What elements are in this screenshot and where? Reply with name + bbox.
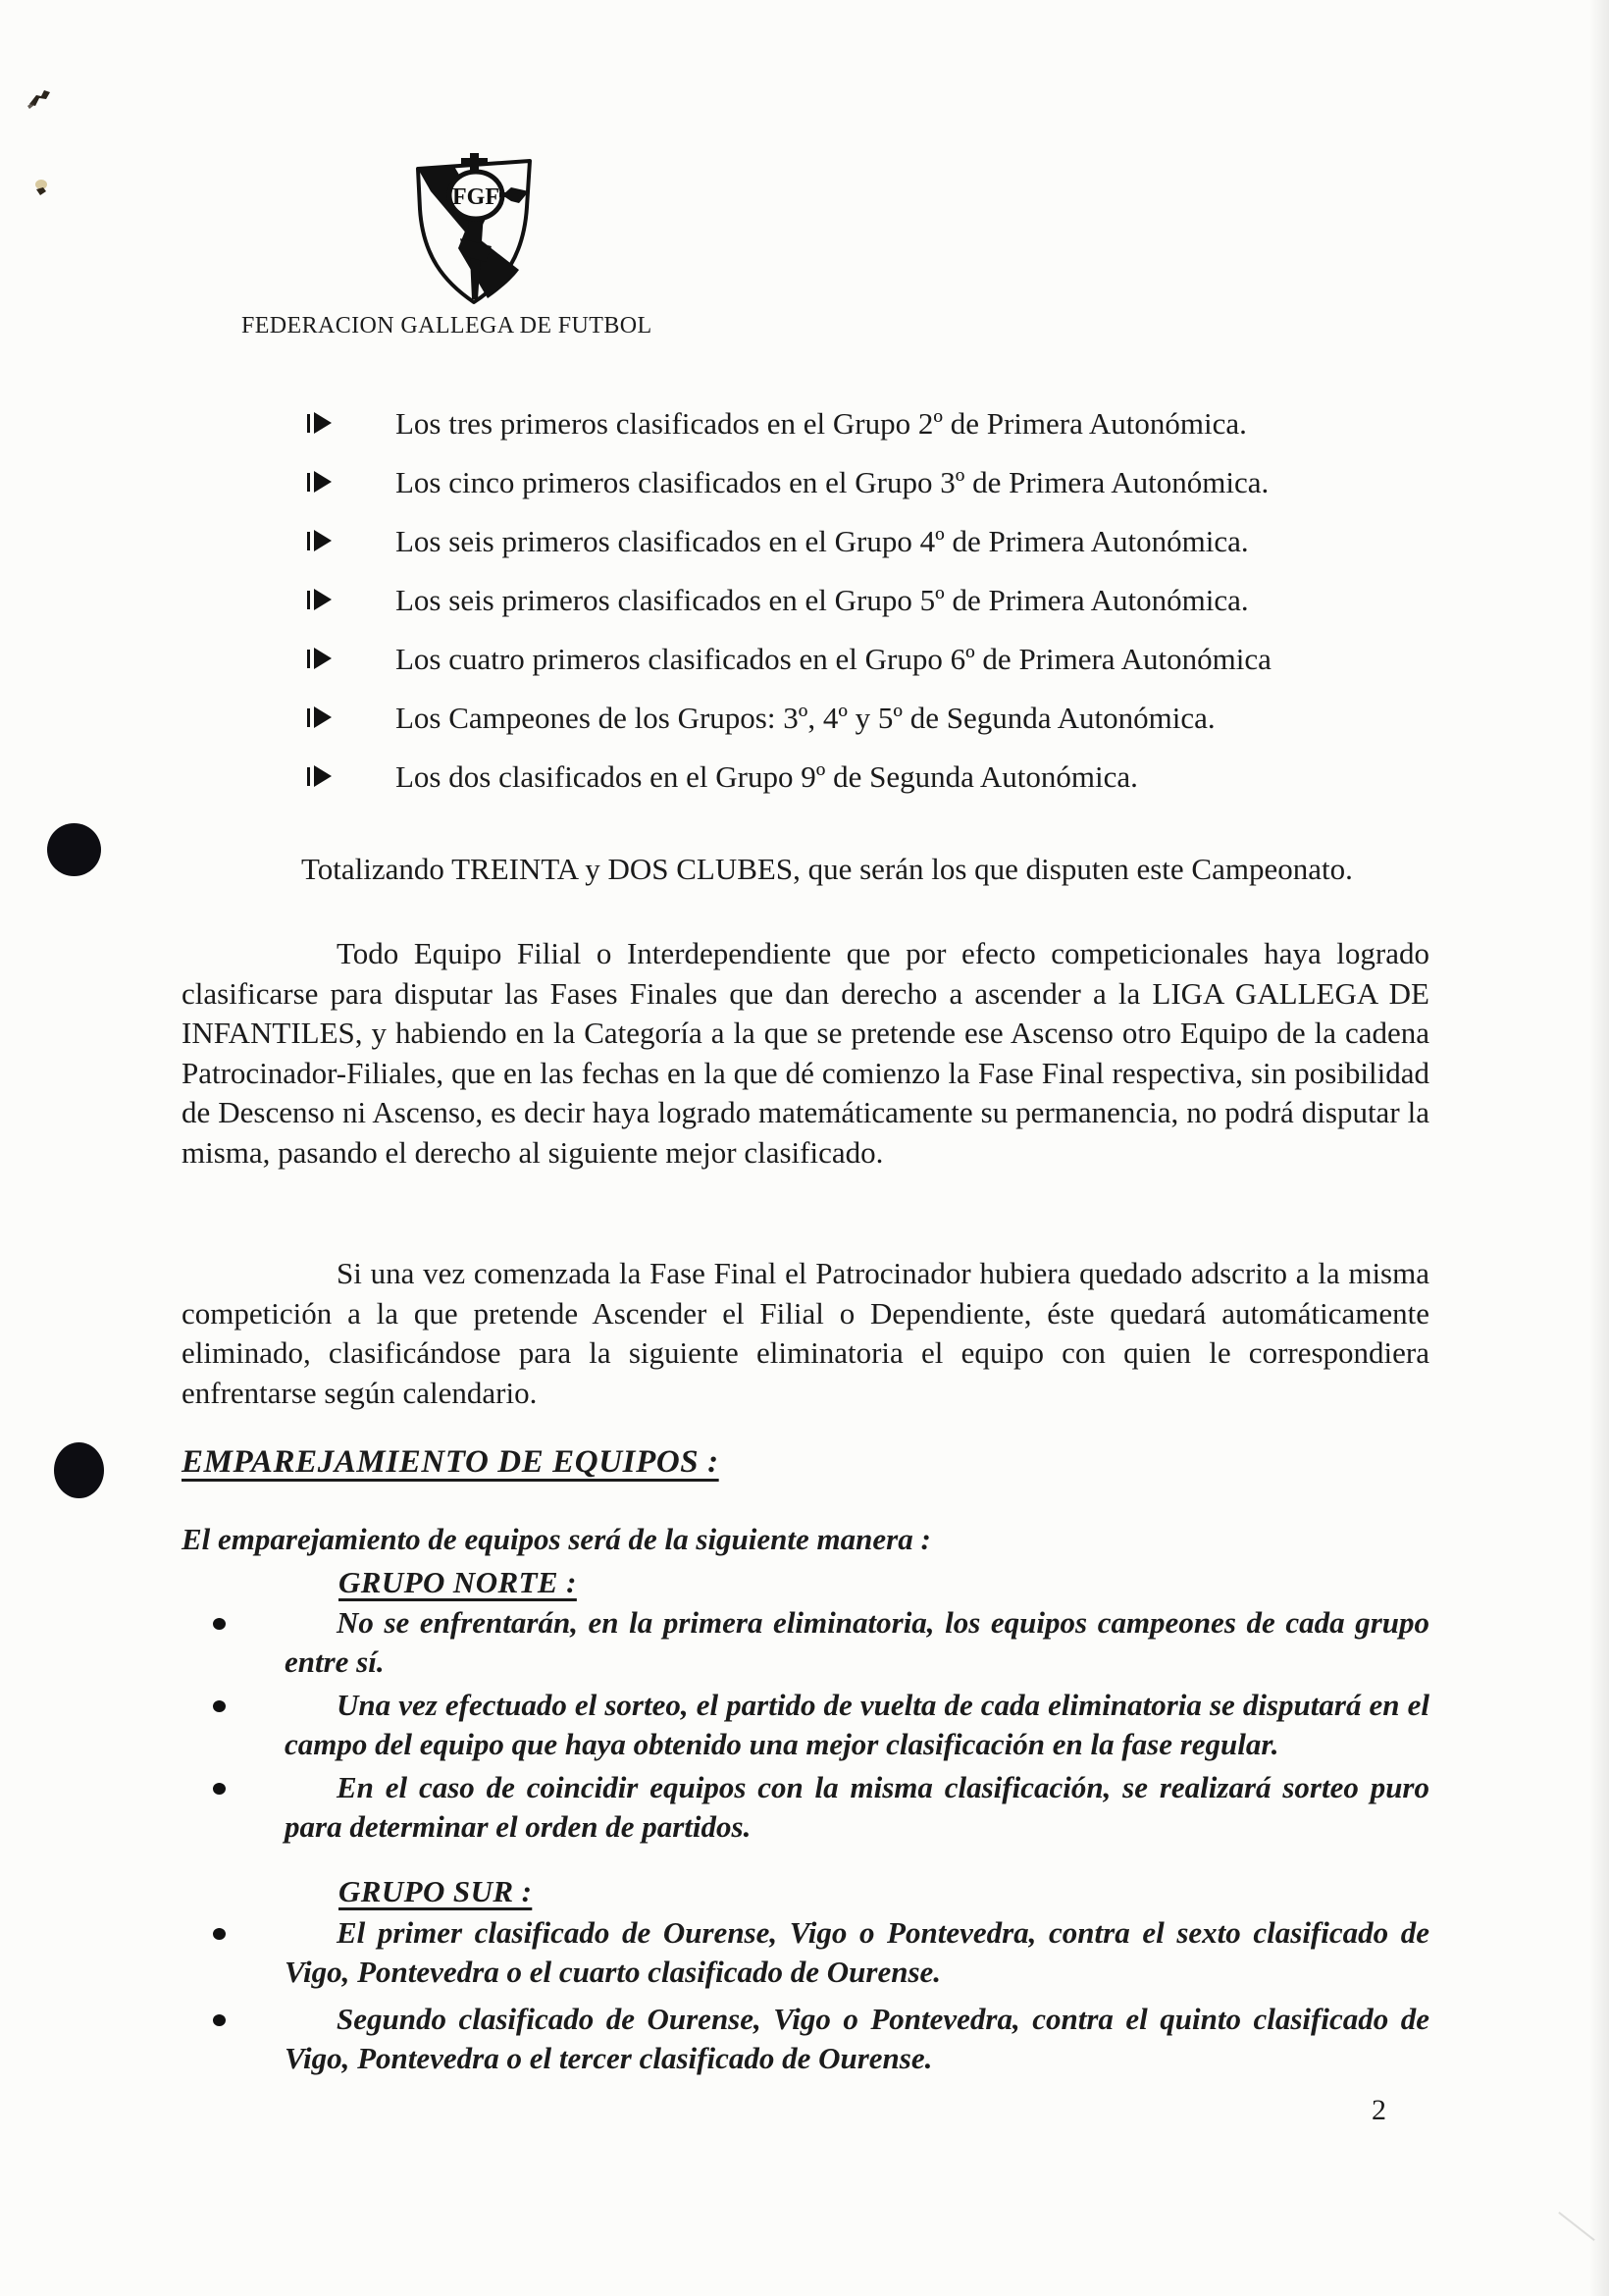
dot-bullet-icon (213, 1700, 226, 1712)
arrow-bullet-icon (307, 530, 333, 551)
list-item-text: Los cuatro primeros clasificados en el Grupo 6º de Primera Autonómica (395, 642, 1272, 676)
logo-monogram: FGF (452, 184, 499, 210)
list-item (213, 1686, 1429, 1764)
punch-hole-mark (54, 1442, 104, 1498)
subsection-title-grupo-sur: GRUPO SUR : (338, 1874, 533, 1908)
list-item (307, 699, 1445, 738)
grupo-norte-rules-list (213, 1603, 1429, 1851)
list-item (307, 463, 1445, 502)
list-item (307, 404, 1445, 444)
dot-bullet-icon (213, 1618, 226, 1630)
list-item-text: Segundo clasificado de Ourense, Vigo o Pontevedra, contra el quinto clasificado de Vigo, Pontevedra o el tercer clasificado de Ourense. (285, 2002, 1429, 2075)
list-item (213, 1913, 1429, 1992)
arrow-bullet-icon (307, 589, 333, 610)
arrow-bullet-icon (307, 706, 333, 728)
pen-mark-icon (26, 82, 55, 114)
total-clubs-line: Totalizando TREINTA y DOS CLUBES, que serán los que disputen este Campeonato. (301, 852, 1353, 886)
paragraph-patrocinador-rule: Si una vez comenzada la Fase Final el Patrocinador hubiera quedado adscrito a la misma competición a la que pretende Ascender el Filial o Dependiente, éste quedará automáticamente eliminado, clasificándose para la siguiente eliminatoria el equipo con quien le correspondiera enfrentarse según calendario. (182, 1256, 1429, 1410)
list-item-text: Una vez efectuado el sorteo, el partido de vuelta de cada eliminatoria se disputará en el campo del equipo que haya obtenido una mejor clasificación en la fase regular. (285, 1688, 1429, 1761)
list-item-text: El primer clasificado de Ourense, Vigo o Pontevedra, contra el sexto clasificado de Vigo, Pontevedra o el cuarto clasificado de Ourense. (285, 1915, 1429, 1989)
subsection-title-grupo-norte: GRUPO NORTE : (338, 1565, 577, 1599)
list-item-text: Los seis primeros clasificados en el Grupo 4º de Primera Autonómica. (395, 524, 1249, 558)
section-title-pairing: EMPAREJAMIENTO DE EQUIPOS : (182, 1444, 719, 1480)
list-item (307, 757, 1445, 797)
list-item-text: Los Campeones de los Grupos: 3º, 4º y 5º de Segunda Autonómica. (395, 701, 1216, 735)
list-item-text: En el caso de coincidir equipos con la misma clasificación, se realizará sorteo puro para determinar el orden de partidos. (285, 1770, 1429, 1844)
list-item-text: Los tres primeros clasificados en el Grupo 2º de Primera Autonómica. (395, 406, 1247, 441)
dot-bullet-icon (213, 1783, 226, 1795)
list-item (213, 1768, 1429, 1847)
list-item-text: Los cinco primeros clasificados en el Grupo 3º de Primera Autonómica. (395, 465, 1270, 499)
qualifier-list (307, 404, 1445, 816)
grupo-sur-rules-list (213, 1913, 1429, 2086)
list-item (307, 640, 1445, 679)
ink-speck-icon (32, 178, 50, 197)
list-item-text: Los dos clasificados en el Grupo 9º de Segunda Autonómica. (395, 759, 1138, 794)
list-item (307, 581, 1445, 620)
scan-edge-shading (1589, 0, 1609, 2296)
arrow-bullet-icon (307, 765, 333, 787)
punch-hole-mark (47, 823, 101, 876)
page-number: 2 (1372, 2094, 1386, 2126)
list-item (307, 522, 1445, 561)
arrow-bullet-icon (307, 471, 333, 493)
arrow-bullet-icon (307, 648, 333, 669)
pairing-intro: El emparejamiento de equipos será de la siguiente manera : (182, 1522, 931, 1556)
organization-name: FEDERACION GALLEGA DE FUTBOL (241, 313, 652, 339)
paragraph-filial-rule: Todo Equipo Filial o Interdependiente que por efecto competicionales haya logrado clasificarse para disputar las Fases Finales que dan derecho a ascender a la LIGA GALLEGA DE INFANTILES, y habiendo en la Categoría a la que se pretende ese Ascenso otro Equipo de la cadena Patrocinador-Filiales, que en las fechas en la que dé comienzo la Fase Final respectiva, sin posibilidad de Descenso ni Ascenso, es decir haya logrado matemáticamente su permanencia, no podrá disputar la misma, pasando el derecho al siguiente mejor clasificado. (182, 936, 1429, 1170)
federation-crest-logo (409, 152, 539, 309)
dot-bullet-icon (213, 1928, 226, 1940)
arrow-bullet-icon (307, 412, 333, 434)
list-item (213, 2000, 1429, 2078)
list-item-text: No se enfrentarán, en la primera eliminatoria, los equipos campeones de cada grupo entre sí. (285, 1605, 1429, 1679)
list-item-text: Los seis primeros clasificados en el Grupo 5º de Primera Autonómica. (395, 583, 1249, 617)
list-item (213, 1603, 1429, 1682)
dot-bullet-icon (213, 2014, 226, 2026)
